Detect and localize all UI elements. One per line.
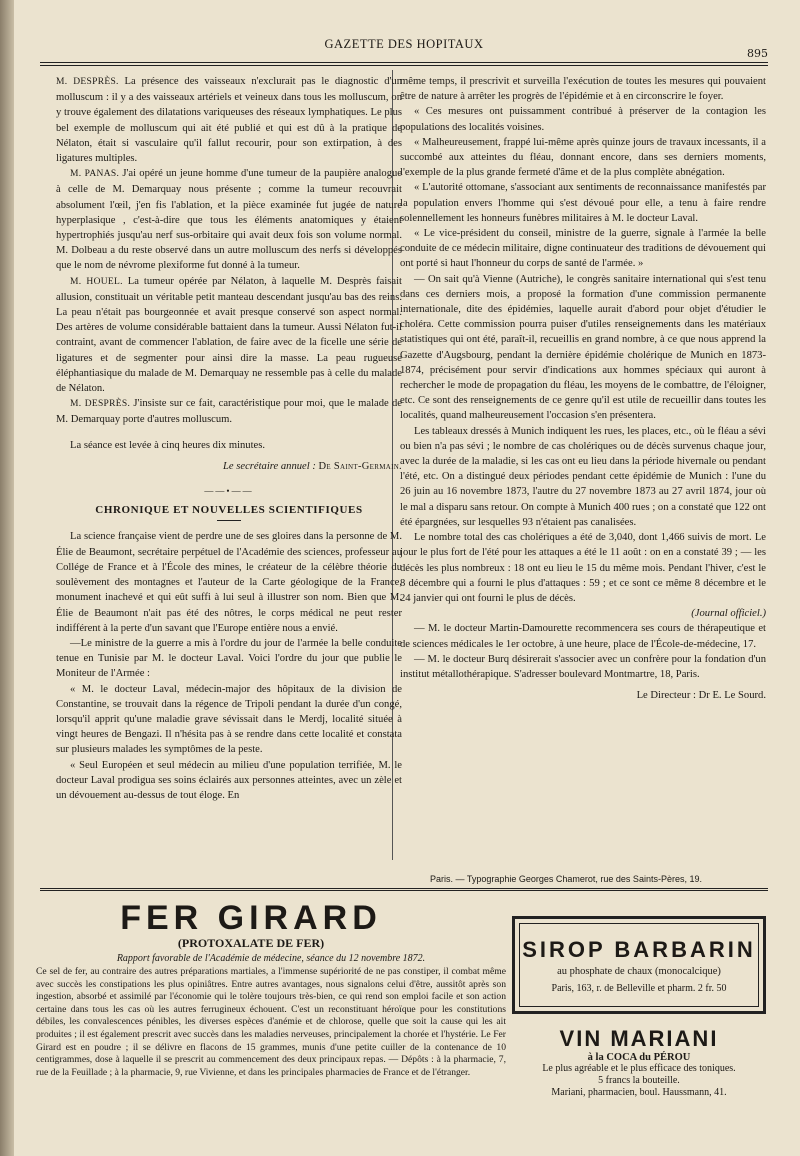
left-column [56,74,402,803]
paragraph-panas: M. PANAS. J'ai opéré un jeune homme d'une tumeur de la paupière analogue à celle de M. Demarquay nous présente ; comme la tumeur recouvrait absolument l'œil, j'en fis l'ablation, et la pièce examinée fut jugée de nature hyperplasique , c'est-à-dire que tous les éléments anatomiques y étaient hypertrophiés jusqu'au nerf sus-orbitaire qui avait deux fois son volume normal. M. Dolbeau a du reste observé dans un autre molluscum des nerfs si développés que le nom de névrome plexiforme fut donné à la tumeur. [56,168,402,272]
secretaire-signature: Le secrétaire annuel : De Saint-Germain. [223,460,402,472]
page-number: 895 [747,47,768,60]
paragraph-despres-2: M. DESPRÈS. J'insiste sur ce fait, caractéristique pour moi, que le malade de M. Demarquay porte d'autres molluscum. [56,398,402,426]
fer-girard-ad [36,900,506,1150]
fer-girard-rapport: Rapport favorable de l'Académie de médecine, séance du 12 novembre 1872. [116,953,426,964]
page-spine-shadow [0,0,14,1156]
vin-mariani-title: VIN MARIANI [559,1026,719,1051]
paragraph-despres-1: M. DESPRÈS. La présence des vaisseaux n'exclurait pas le diagnostic d'un molluscum : il y a des vaisseaux artériels et veineux dans tous les molluscum, on y trouve également des dilatations variqueuses des réseaux lymphatiques. Le plus bel exemple de molluscum qui ait été publié et qui est dû à la pratique de Nélaton, était si vasculaire qu'il fallut recourir, pour son extirpation, à des ligatures multiples. [56,76,402,165]
journal-title: GAZETTE DES HOPITAUX [324,37,484,51]
ornament-divider: ——•—— [204,486,254,497]
fer-girard-title: FER GIRARD [120,899,382,937]
vin-mariani-line: Le plus agréable et le plus efficace des toniques. [542,1063,736,1074]
right-paragraph: « Malheureusement, frappé lui-même après quinze jours de travaux incessants, il a succombé aux atteintes du fléau, donnant encore, dans ses derniers moments, l'exemple de la plus grande fermeté d'âme et de la plus complète abnégation. [400,136,766,179]
sirop-inner-frame [519,923,759,1007]
directeur-signature: Le Directeur : Dr E. Le Sourd. [636,690,766,702]
right-paragraph: Le nombre total des cas cholériques a été de 3,040, dont 1,466 suivis de mort. Le jour le plus fort de l'été pour les attaques a été le 11 août : on en a constaté 39 ; — les décès les plus nombreux : 18 ont eu lieu le 15 du même mois. Pendant l'hiver, c'est le 8 décembre qui a fourni le plus d'attaques : 59 ; et ce sont ce même 8 décembre et le 24 janvier qui ont fourni le plus de décès. [400,532,766,604]
right-paragraph: — M. le docteur Martin-Damourette recommencera ses cours de thérapeutique et de sciences médicales le 1er octobre, à une heure, place de l'École-de-médecine, 17. [400,623,766,650]
paragraph-houel: M. HOUEL. La tumeur opérée par Nélaton, à laquelle M. Desprès faisait allusion, constituait un véritable petit manteau descendant jusqu'au bas des reins. La peau n'était pas bourgeonnée et avait presque conservé son aspect normal. Des artères de volume considérable battaient dans la tumeur. Aussi Nélaton fut-il contraint, avant de commencer l'ablation, de faire avec de la ficelle une série de ligatures et de segmenter pour ainsi dire la masse. La peau rugueuse éléphantiasique du malade de M. Demarquay ne ressemble pas à celle du malade de Nélaton. [56,275,402,395]
right-ads [512,916,766,1099]
footer-rule [40,888,768,891]
fer-girard-body: Ce sel de fer, au contraire des autres préparations martiales, a l'immense supériorité de ne pas constiper, il combat même avec succès les constipations les plus opiniâtres. Entre autres avantages, nous signalons celui d'être, aussitôt après son ingestion, absorbé et assimilé par l'économie qui le tolère toujours très-bien, ce qui rend son emploi facile et son action certaine dans tous les cas où les autres ferrugineux échouent. C'est un reconstituant héroïque pour les constitutions débiles, les convalescences pénibles, les diverses espèces d'anémie et de chlorose, quelle que soit la cause qui les ait produites ; il est également prescrit avec succès dans les maladies nerveuses, principalement la chorée et l'hystérie. Le Fer Girard est en poudre ; il se délivre en flacons de 15 grammes, munis d'une petite cuiller de la contenance de 10 centigrammes, dose à laquelle il se prescrit au commencement des deux principaux repas. — Dépôts : à la pharmacie, 7, rue de la Feuillade ; à la pharmacie, 9, rue Vivienne, et dans les principales pharmacies de France et de l'étranger. [36,966,506,1078]
chronique-paragraph: « M. le docteur Laval, médecin-major des hôpitaux de la division de Constantine, se trouvait dans la régence de Tripoli pendant la durée d'un congé, lorsqu'il apprit qu'une maladie grave sévissait dans le Merdj, localité située à vingt heures de Bengazi. Il n'hésita pas à se rendre dans cette localité et constata sur plusieurs malades les symptômes de la peste. [56,683,402,756]
sirop-address: Paris, 163, r. de Belleville et pharm. 2 fr. 50 [551,983,727,994]
header-rule [40,62,768,66]
sirop-barbarin-box [512,916,766,1014]
chronique-paragraph: « Seul Européen et seul médecin au milieu d'une population terrifiée, M. le docteur Laval prodigua ses soins éclairés aux personnes atteintes, avec un zèle et un dévouement au-dessus de tout éloge. En [56,759,402,801]
right-paragraph: — On sait qu'à Vienne (Autriche), le congrès sanitaire international qui s'est tenu dans ces derniers mois, a proposé la formation d'une commission permanente internationale, dite des épidémies, laquelle aurait d'abord pour objet d'étudier le choléra. Cette commission pourra puiser d'utiles renseignements dans les matériaux statistiques qui ont été, paraît-il, recueillis en grand nombre, à ce que nous apprend la Gazette d'Augsbourg, pendant la dernière épidémie cholérique de Munich en 1873-1874, précisément pour servir d'indications aux hommes spéciaux qui auront à rechercher le mode de propagation du fléau, les moyens de le combattre, de l'éloigner, etc. Ce sont des renseignements de ce genre qu'il est utile de recueillir dans toutes les localités, quand malheureusement l'occasion s'en présentera. [400,273,766,422]
chronique-paragraph: La science française vient de perdre une de ses gloires dans la personne de M. Élie de Beaumont, secrétaire perpétuel de l'Académie des sciences, professeur au Collége de France et à l'École des mines, le créateur de la célèbre théorie du soulèvement des montagnes et l'auteur de la Carte géologique de la France, monument inachevé et qui eût suffi à lui seul à illustrer son nom. Bien que M. Élie de Beaumont n'ait pas été des nôtres, le corps médical ne peut rester indifférent à la perte d'un savant que l'Europe entière nous a envié. [56,531,402,634]
right-paragraph: « Ces mesures ont puissamment contribué à préserver de la contagion les populations des localités voisines. [400,106,766,133]
right-paragraph: « L'autorité ottomane, s'associant aux sentiments de reconnaissance manifestés par la population envers l'homme qui s'est dévoué pour elle, a tenu à faire rendre solennellement les honneurs funèbres militaires à M. le docteur Laval. [400,182,766,224]
sirop-title: SIROP BARBARIN [522,937,756,962]
right-paragraph: même temps, il prescrivit et surveilla l'exécution de toutes les mesures qui pouvaient être de nature à arrêter les progrès de l'épidémie et à en circonscrire le foyer. [400,76,766,103]
printer-line: Paris. — Typographie Georges Chamerot, rue des Saints-Pères, 19. [430,874,702,884]
source-citation: (Journal officiel.) [691,608,766,620]
vin-mariani-address: Mariani, pharmacien, boul. Haussmann, 41. [551,1087,727,1098]
closing-line: La séance est levée à cinq heures dix minutes. [70,439,266,451]
right-paragraph: — M. le docteur Burq désirerait s'associer avec un confrère pour la fondation d'un institut métallothérapique. S'adresser boulevard Montmartre, 18, Paris. [400,653,766,680]
page-header [40,34,768,60]
vin-mariani-line: à la COCA du PÉROU [587,1052,691,1063]
short-rule [217,520,241,521]
right-paragraph: Les tableaux dressés à Munich indiquent les rues, les places, etc., où le fléau a sévi ou bien n'a pas sévi ; le nombre de cas cholériques ou de décès survenus chaque jour, avec la durée de la maladie, si les cas ont eu lieu dans la période hivernale ou pendant l'été, etc. On a distingué deux périodes pendant cette épidémie de Munich : l'une du 26 juin au 16 novembre 1873, l'autre du 27 novembre 1873 au 27 avril 1874, jour où le mal a disparu sans retour. On compte à Munich 400 rues ; on a constaté que 122 ont été épargnées, sur lesquelles 93 n'étaient pas canalisées. [400,425,766,528]
chronique-heading: CHRONIQUE ET NOUVELLES SCIENTIFIQUES [95,504,363,517]
sirop-line: au phosphate de chaux (monocalcique) [557,966,721,977]
chronique-paragraph: —Le ministre de la guerre a mis à l'ordre du jour de l'armée la belle conduite tenue en Tunisie par M. le docteur Laval. Voici l'ordre du jour que publie le Moniteur de l'Armée : [56,637,402,680]
fer-girard-subtitle: (PROTOXALATE DE FER) [177,936,325,950]
right-column [400,74,766,703]
vin-mariani-line: 5 francs la bouteille. [598,1075,680,1086]
right-paragraph: « Le vice-président du conseil, ministre de la guerre, signale à l'armée la belle conduite de ce médecin militaire, digne continuateur des traditions de dévouement qui ont porté si haut l'honneur du corps de santé de l'armée. » [400,228,766,270]
